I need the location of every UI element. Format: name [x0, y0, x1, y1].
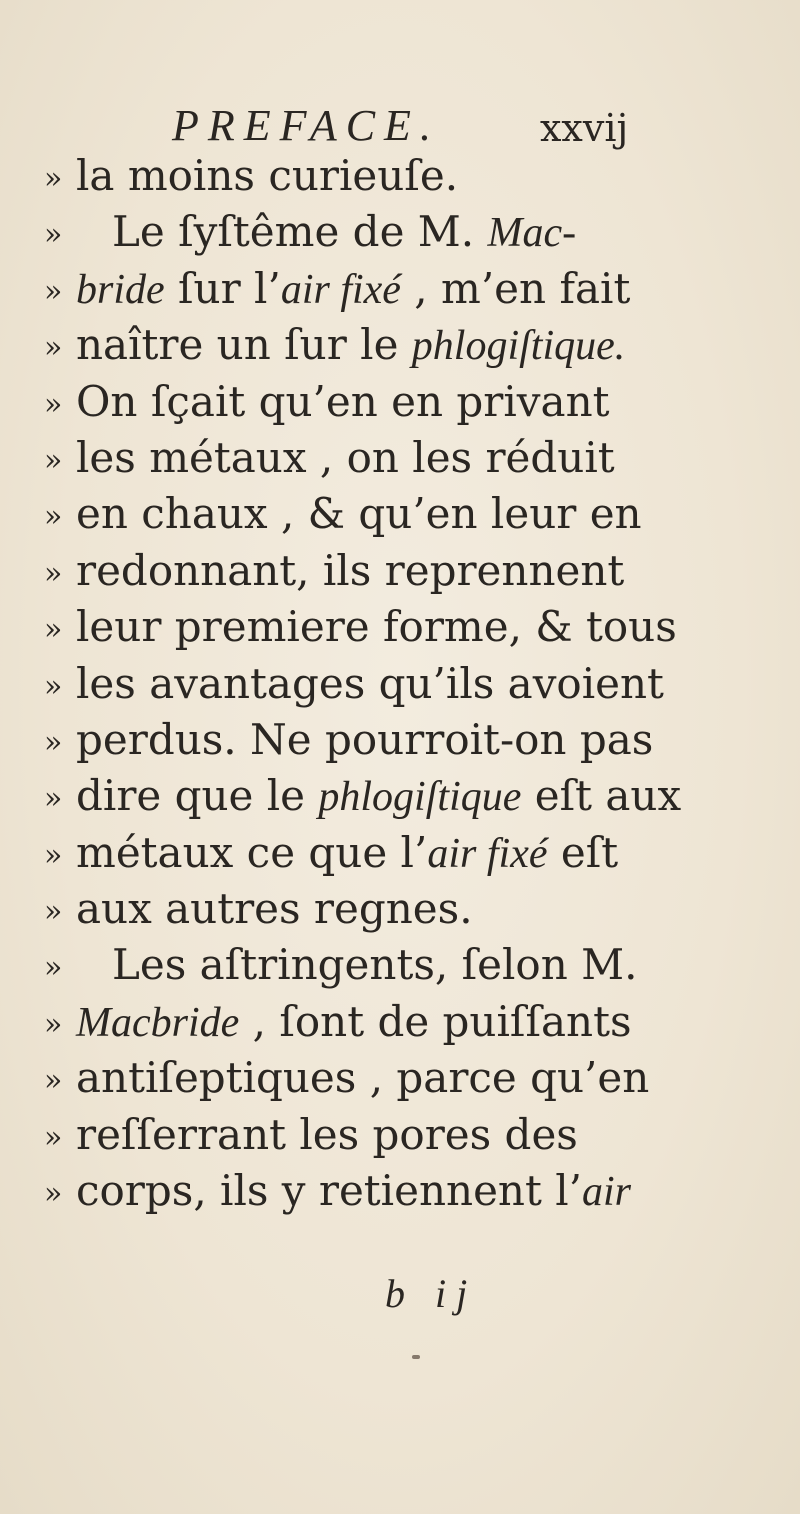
- line-text: [76, 1053, 649, 1102]
- quote-mark: »: [44, 781, 63, 817]
- quote-mark: »: [44, 217, 63, 253]
- text-run: aux autres regnes.: [76, 884, 473, 934]
- quote-mark: »: [44, 499, 63, 535]
- ink-speck: [412, 1355, 420, 1359]
- line-text: [76, 546, 624, 595]
- line-text: [76, 940, 637, 989]
- text-run: les avantages qu’ils avoient: [76, 658, 664, 708]
- page-header: [172, 96, 672, 156]
- text-run: On ſçait qu’en en privant: [76, 376, 610, 426]
- text-run: Les aſtringents, ſelon M.: [112, 940, 638, 990]
- text-line: [44, 656, 684, 712]
- text-run: Le ſyſtême de M.: [112, 207, 488, 257]
- italic-term: bride: [76, 266, 165, 313]
- quote-mark: »: [44, 1063, 63, 1099]
- line-text: [76, 771, 681, 820]
- text-line: [44, 881, 684, 937]
- text-run: métaux ce que l’: [76, 827, 428, 877]
- text-run: eſt: [547, 827, 619, 877]
- text-line: [44, 204, 684, 260]
- line-text: [76, 997, 632, 1046]
- text-run: eſt aux: [521, 771, 682, 821]
- text-line: [44, 261, 684, 317]
- text-line: [44, 148, 684, 204]
- text-line: [44, 1050, 684, 1106]
- text-line: [44, 712, 684, 768]
- text-run: les métaux , on les réduit: [76, 432, 615, 482]
- text-run: la moins curieuſe.: [76, 151, 459, 200]
- text-line: [44, 543, 684, 599]
- line-text: [76, 433, 615, 482]
- quote-mark: »: [44, 1176, 63, 1212]
- signature-mark: b ij: [385, 1271, 478, 1316]
- italic-term: Macbride: [76, 999, 240, 1046]
- quote-mark: »: [44, 386, 63, 422]
- text-run: dire que le: [76, 771, 319, 821]
- quote-mark: »: [44, 837, 63, 873]
- quote-mark: »: [44, 161, 63, 196]
- text-run: corps, ils y retiennent l’: [76, 1166, 582, 1216]
- italic-term: Mac-: [487, 210, 577, 257]
- page-number: xxvij: [540, 106, 629, 150]
- quote-mark: »: [44, 442, 63, 478]
- line-text: [76, 207, 576, 256]
- text-run: leur premiere forme, & tous: [76, 602, 677, 652]
- quote-mark: »: [44, 724, 63, 760]
- line-text: [76, 1110, 578, 1159]
- text-run: naître un ſur le: [76, 320, 412, 370]
- line-text: [76, 659, 664, 708]
- body-text: [44, 148, 684, 1219]
- text-line: [44, 1163, 684, 1219]
- italic-term: phlogiſtique.: [411, 323, 626, 370]
- text-run: antiſeptiques , parce qu’en: [76, 1053, 650, 1103]
- quote-mark: »: [44, 555, 63, 591]
- quote-mark: »: [44, 273, 63, 309]
- text-run: perdus. Ne pourroit-on pas: [76, 714, 654, 764]
- line-text: [76, 151, 458, 200]
- text-run: en chaux , & qu’en leur en: [76, 489, 642, 539]
- line-text: [76, 602, 677, 651]
- text-run: reſſerrant les pores des: [76, 1109, 578, 1159]
- text-line: [44, 994, 684, 1050]
- line-text: [76, 489, 642, 538]
- quote-mark: »: [44, 668, 63, 704]
- quote-mark: »: [44, 1119, 63, 1155]
- quote-mark: »: [44, 894, 63, 930]
- line-text: [76, 884, 473, 933]
- text-line: [44, 599, 684, 655]
- text-run: redonnant, ils reprennent: [76, 545, 625, 595]
- text-run: , ſont de puiſſants: [239, 996, 632, 1046]
- italic-term: air: [582, 1169, 632, 1216]
- text-line: [44, 317, 684, 373]
- text-run: ſur l’: [164, 263, 281, 313]
- text-run: , m’en fait: [400, 263, 631, 313]
- line-text: [76, 377, 610, 426]
- italic-term: air fixé: [427, 830, 548, 877]
- text-line: [44, 1107, 684, 1163]
- text-line: [44, 374, 684, 430]
- quote-mark: »: [44, 330, 63, 366]
- italic-term: phlogiſtique: [318, 774, 522, 821]
- text-line: [44, 430, 684, 486]
- line-text: [76, 264, 630, 313]
- text-line: [44, 937, 684, 993]
- line-text: [76, 715, 653, 764]
- text-line: [44, 825, 684, 881]
- text-line: [44, 486, 684, 542]
- italic-term: air fixé: [280, 266, 401, 313]
- quote-mark: »: [44, 1006, 63, 1042]
- line-text: [76, 320, 625, 369]
- quote-mark: »: [44, 950, 63, 986]
- quote-mark: »: [44, 612, 63, 648]
- text-line: [44, 768, 684, 824]
- running-title: PREFACE.: [172, 101, 440, 150]
- line-text: [76, 828, 618, 877]
- line-text: [76, 1166, 631, 1215]
